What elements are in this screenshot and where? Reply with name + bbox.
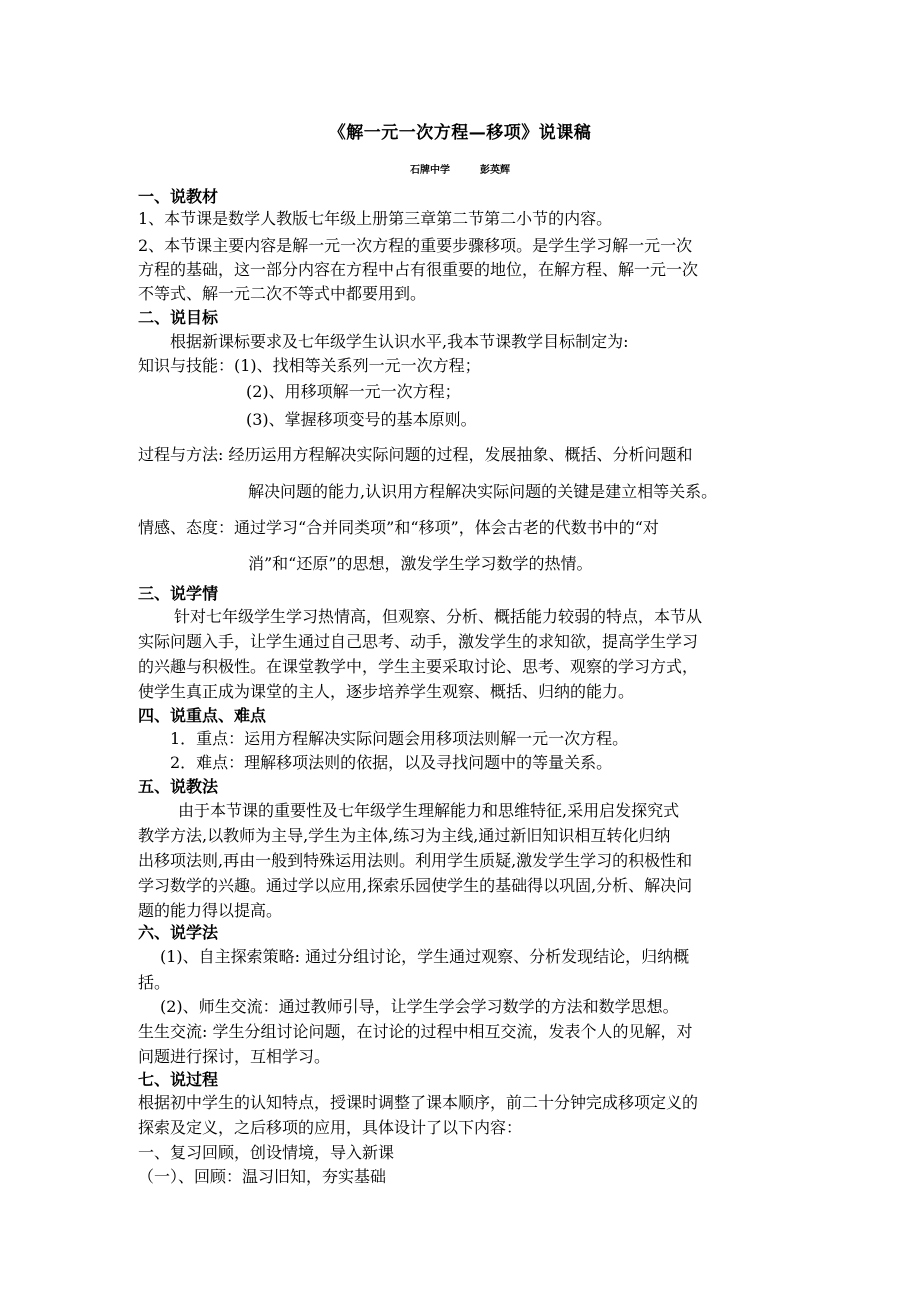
text-line: 实际问题入手，让学生通过自己思考、动手，激发学生的求知欲，提高学生学习 xyxy=(138,632,699,651)
text-line: 生生交流: 学生分组讨论问题，在讨论的过程中相互交流，发表个人的见解，对 xyxy=(138,1022,693,1041)
text-line: 一、复习回顾，创设情境，导入新课 xyxy=(138,1143,395,1162)
text-line: 2．难点：理解移项法则的依据，以及寻找问题中的等量关系。 xyxy=(170,753,613,772)
text-line: 出移项法则,再由一般到特殊运用法则。利用学生质疑,激发学生学习的积极性和 xyxy=(138,851,693,870)
text-line: 针对七年级学生学习热情高，但观察、分析、概括能力较弱的特点，本节从 xyxy=(174,607,703,626)
text-line: 探索及定义，之后移项的应用，具体设计了以下内容： xyxy=(138,1118,523,1137)
document-title: 《解一元一次方程—移项》说课稿 xyxy=(328,123,592,143)
section-heading-3: 三、说学情 xyxy=(138,584,219,603)
text-line: (1)、自主探索策略: 通过分组讨论，学生通过观察、分析发现结论，归纳概 xyxy=(160,947,690,966)
text-line: 1、本节课是数学人教版七年级上册第三章第二节第二小节的内容。 xyxy=(138,209,613,228)
text-line: 消”和“还原”的思想，激发学生学习数学的热情。 xyxy=(248,554,593,573)
text-line: 根据新课标要求及七年级学生认识水平,我本节课教学目标制定为: xyxy=(170,332,629,351)
text-line: 过程与方法: 经历运用方程解决实际问题的过程，发展抽象、概括、分析问题和 xyxy=(138,445,693,464)
text-line: (2)、师生交流：通过教师引导，让学生学会学习数学的方法和数学思想。 xyxy=(160,997,679,1016)
section-heading-5: 五、说教法 xyxy=(138,777,219,796)
author-name: 彭英辉 xyxy=(480,165,510,176)
text-line: 由于本节课的重要性及七年级学生理解能力和思维特征,采用启发探究式 xyxy=(178,801,680,820)
section-heading-1: 一、说教材 xyxy=(138,187,219,206)
text-line: (3)、掌握移项变号的基本原则。 xyxy=(246,410,477,429)
text-line: 不等式、解一元二次不等式中都要用到。 xyxy=(138,284,427,303)
text-line: （一）、回顾：温习旧知，夯实基础 xyxy=(138,1167,387,1186)
text-line: 1．重点：运用方程解决实际问题会用移项法则解一元一次方程。 xyxy=(170,729,629,748)
text-line: 根据初中学生的认知特点，授课时调整了课本顺序，前二十分钟完成移项定义的 xyxy=(138,1093,699,1112)
text-line: 情感、态度：通过学习“合并同类项”和“移项”，体会古老的代数书中的“对 xyxy=(138,518,659,537)
text-line: 解决问题的能力,认识用方程解决实际问题的关键是建立相等关系。 xyxy=(248,482,718,501)
section-heading-6: 六、说学法 xyxy=(138,923,219,942)
section-heading-7: 七、说过程 xyxy=(138,1070,219,1089)
text-line: 方程的基础，这一部分内容在方程中占有很重要的地位，在解方程、解一元一次 xyxy=(138,260,699,279)
text-line: 教学方法,以教师为主导,学生为主体,练习为主线,通过新旧知识相互转化归纳 xyxy=(138,826,671,845)
section-heading-2: 二、说目标 xyxy=(138,308,219,327)
text-line: 题的能力得以提高。 xyxy=(138,901,283,920)
text-line: 的兴趣与积极性。在课堂教学中，学生主要采取讨论、思考、观察的学习方式， xyxy=(138,657,699,676)
text-line: 使学生真正成为课堂的主人，逐步培养学生观察、概括、归纳的能力。 xyxy=(138,682,635,701)
document-author xyxy=(0,161,920,176)
section-heading-4: 四、说重点、难点 xyxy=(138,706,267,725)
text-line: 问题进行探讨，互相学习。 xyxy=(138,1047,331,1066)
text-line: (2)、用移项解一元一次方程； xyxy=(246,382,461,401)
text-line: 2、本节课主要内容是解一元一次方程的重要步骤移项。是学生学习解一元一次 xyxy=(138,236,693,255)
author-school: 石牌中学 xyxy=(410,165,450,176)
text-line: 学习数学的兴趣。通过学以应用,探索乐园使学生的基础得以巩固,分析、解决问 xyxy=(138,876,693,895)
text-line: 括。 xyxy=(138,973,171,992)
text-line: 知识与技能：(1)、找相等关系列一元一次方程； xyxy=(138,356,481,375)
